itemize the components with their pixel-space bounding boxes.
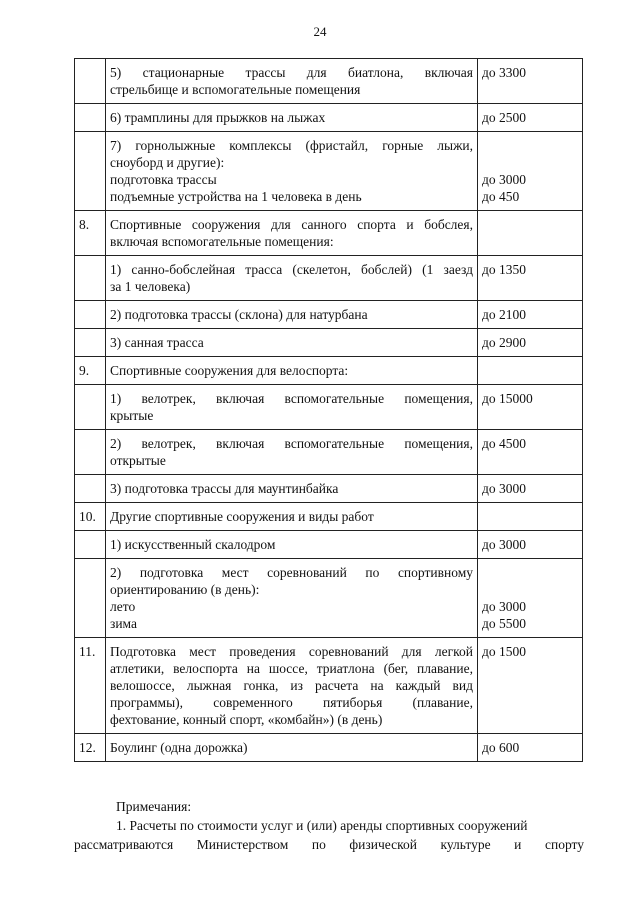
row-price (478, 638, 583, 734)
description-line: за 1 человека) (110, 279, 191, 294)
description-line: крытые (110, 408, 154, 423)
table-row (75, 132, 583, 211)
row-description (106, 531, 478, 559)
row-price (478, 211, 583, 256)
row-number (75, 475, 106, 503)
row-number: 11. (75, 638, 106, 734)
price-line: до 5500 (482, 616, 526, 631)
price-line (482, 581, 578, 598)
row-description (106, 59, 478, 104)
row-number: 12. (75, 734, 106, 762)
description-line: 3) санная трасса (110, 335, 204, 350)
price-line: до 3000 (482, 172, 526, 187)
row-number (75, 132, 106, 211)
row-number (75, 329, 106, 357)
description-line: Подготовка мест проведения соревнований для легкой (110, 644, 473, 659)
description-line: 2) подготовка мест соревнований по спортивному (110, 565, 473, 580)
row-description (106, 256, 478, 301)
row-description (106, 329, 478, 357)
price-line: до 1350 (482, 262, 526, 277)
table-row (75, 385, 583, 430)
description-line: ориентированию (в день): (110, 582, 260, 597)
row-price (478, 256, 583, 301)
row-description (106, 104, 478, 132)
row-number (75, 59, 106, 104)
row-price (478, 357, 583, 385)
price-line: до 2100 (482, 307, 526, 322)
table-row (75, 430, 583, 475)
table-row (75, 59, 583, 104)
row-price (478, 559, 583, 638)
description-line: 2) подготовка трассы (склона) для натурбана (110, 307, 368, 322)
price-line: до 450 (482, 189, 520, 204)
table-row (75, 638, 583, 734)
row-price (478, 385, 583, 430)
row-price (478, 503, 583, 531)
row-description (106, 559, 478, 638)
table-row (75, 211, 583, 256)
price-line: до 3000 (482, 537, 526, 552)
description-line: 2) велотрек, включая вспомогательные помещения, (110, 436, 473, 451)
description-line: лето (110, 599, 136, 614)
row-number (75, 104, 106, 132)
description-line: фехтование, конный спорт, «комбайн») (в день) (110, 712, 383, 727)
row-price (478, 301, 583, 329)
table-row (75, 531, 583, 559)
notes-section (74, 797, 584, 854)
row-description (106, 475, 478, 503)
description-line: 3) подготовка трассы для маунтинбайка (110, 481, 339, 496)
table-row (75, 301, 583, 329)
description-line: стрельбище и вспомогательные помещения (110, 82, 361, 97)
description-line: 1) искусственный скалодром (110, 537, 276, 552)
table-row (75, 503, 583, 531)
price-line (482, 137, 578, 154)
description-line: открытые (110, 453, 166, 468)
description-line: атлетики, велоспорта на шоссе, триатлона (бег, плавание, (110, 661, 473, 676)
description-line: Боулинг (одна дорожка) (110, 740, 248, 755)
table-row (75, 357, 583, 385)
fee-table-body (75, 59, 583, 762)
table-row (75, 104, 583, 132)
description-line: включая вспомогательные помещения: (110, 234, 334, 249)
row-description (106, 638, 478, 734)
price-line (482, 216, 578, 233)
row-number (75, 256, 106, 301)
row-description (106, 385, 478, 430)
price-line: до 3300 (482, 65, 526, 80)
price-line (482, 154, 578, 171)
price-line (482, 564, 578, 581)
row-number: 9. (75, 357, 106, 385)
row-number: 10. (75, 503, 106, 531)
row-description (106, 430, 478, 475)
price-line: до 600 (482, 740, 520, 755)
description-line: 1) санно-бобслейная трасса (скелетон, бобслей) (1 заезд (110, 262, 473, 277)
fee-table (74, 58, 583, 762)
description-line: 5) стационарные трассы для биатлона, включая (110, 65, 473, 80)
description-line: 6) трамплины для прыжков на лыжах (110, 110, 326, 125)
price-line: до 1500 (482, 644, 526, 659)
notes-title: Примечания: (116, 799, 192, 814)
row-description (106, 734, 478, 762)
description-line: Другие спортивные сооружения и виды работ (110, 509, 374, 524)
row-number (75, 559, 106, 638)
price-line: до 2900 (482, 335, 526, 350)
description-line: подготовка трассы (110, 172, 217, 187)
table-row (75, 256, 583, 301)
row-number: 8. (75, 211, 106, 256)
row-number (75, 301, 106, 329)
price-line (482, 508, 578, 525)
description-line: зима (110, 616, 137, 631)
notes-paragraph-1: 1. Расчеты по стоимости услуг и (или) аренды спортивных сооружений (116, 818, 528, 833)
description-line: 1) велотрек, включая вспомогательные помещения, (110, 391, 473, 406)
price-line: до 3000 (482, 481, 526, 496)
row-price (478, 132, 583, 211)
row-number (75, 430, 106, 475)
price-line: до 3000 (482, 599, 526, 614)
row-description (106, 357, 478, 385)
price-line: до 2500 (482, 110, 526, 125)
table-row (75, 475, 583, 503)
page-number: 24 (313, 24, 327, 39)
description-line: подъемные устройства на 1 человека в день (110, 189, 362, 204)
row-price (478, 531, 583, 559)
notes-paragraph-2: рассматриваются Министерством по физической культуре и спорту (74, 837, 584, 852)
description-line: велошоссе, лыжная гонка, из расчета на каждый вид (110, 678, 473, 693)
price-line (482, 362, 578, 379)
table-row (75, 559, 583, 638)
row-number (75, 531, 106, 559)
row-price (478, 104, 583, 132)
row-price (478, 329, 583, 357)
price-line: до 4500 (482, 436, 526, 451)
row-price (478, 430, 583, 475)
price-line: до 15000 (482, 391, 533, 406)
row-price (478, 59, 583, 104)
row-description (106, 301, 478, 329)
row-price (478, 475, 583, 503)
description-line: сноуборд и другие): (110, 155, 225, 170)
row-description (106, 503, 478, 531)
row-price (478, 734, 583, 762)
description-line: Спортивные сооружения для велоспорта: (110, 363, 349, 378)
table-row (75, 329, 583, 357)
description-line: программы), современного пятиборья (плавание, (110, 695, 473, 710)
description-line: Спортивные сооружения для санного спорта и бобслея, (110, 217, 473, 232)
row-number (75, 385, 106, 430)
row-description (106, 132, 478, 211)
table-row (75, 734, 583, 762)
description-line: 7) горнолыжные комплексы (фристайл, горные лыжи, (110, 138, 473, 153)
row-description (106, 211, 478, 256)
